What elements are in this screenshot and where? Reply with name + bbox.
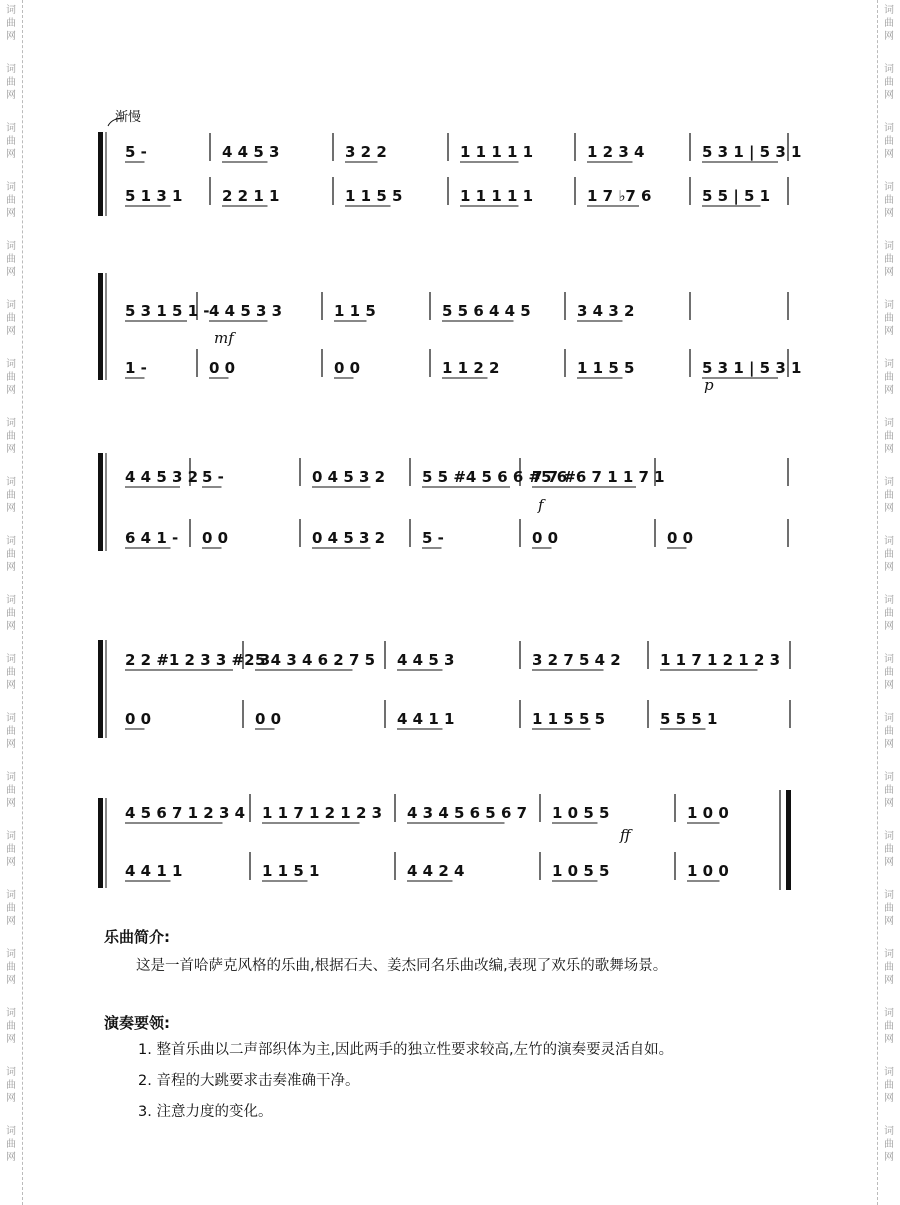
watermark-char: 网 xyxy=(884,916,894,927)
watermark-char: 网 xyxy=(6,444,16,455)
watermark-char: 曲 xyxy=(6,1139,16,1150)
note-group-upper: 3 4 3 2 xyxy=(577,302,635,320)
note-group-upper: 5 5 6 4 4 5 xyxy=(442,302,531,320)
watermark-char: 词 xyxy=(884,536,894,547)
tips-heading: 演奏要领: xyxy=(104,1014,170,1032)
watermark-char: 曲 xyxy=(6,608,16,619)
watermark-char: 网 xyxy=(884,208,894,219)
watermark-char: 曲 xyxy=(884,844,894,855)
watermark-char: 词 xyxy=(884,772,894,783)
watermark-char: 曲 xyxy=(884,962,894,973)
watermark-char: 网 xyxy=(6,798,16,809)
watermark-char: 曲 xyxy=(6,785,16,796)
note-group-upper: 5 - xyxy=(202,468,224,486)
watermark-char: 词 xyxy=(884,477,894,488)
watermark-group xyxy=(884,1007,894,1046)
watermark-char: 词 xyxy=(6,1067,16,1078)
watermark-char: 词 xyxy=(884,241,894,252)
note-group-lower: 5 5 | 5 1 xyxy=(702,187,771,205)
watermark-char: 网 xyxy=(884,562,894,573)
watermark-char: 词 xyxy=(884,890,894,901)
note-group-lower: 0 0 xyxy=(532,529,559,547)
note-group-upper: 1 0 5 5 xyxy=(552,804,610,822)
watermark-group xyxy=(6,1066,16,1105)
note-group-upper: 1 1 7 1 2 1 2 3 xyxy=(660,651,781,669)
note-group-lower: 1 1 5 5 5 xyxy=(532,710,606,728)
watermark-char: 词 xyxy=(884,949,894,960)
watermark-char: 词 xyxy=(6,1126,16,1137)
note-group-upper: 5 - xyxy=(125,143,147,161)
watermark-char: 曲 xyxy=(884,254,894,265)
watermark-char: 网 xyxy=(884,1093,894,1104)
watermark-char: 网 xyxy=(884,326,894,337)
watermark-char: 词 xyxy=(6,182,16,193)
watermark-char: 网 xyxy=(884,149,894,160)
watermark-char: 曲 xyxy=(6,1021,16,1032)
note-group-lower: 5 5 5 1 xyxy=(660,710,718,728)
note-group-lower: 0 4 5 3 2 xyxy=(312,529,386,547)
watermark-group xyxy=(884,948,894,987)
watermark-char: 曲 xyxy=(6,844,16,855)
intro-heading: 乐曲简介: xyxy=(104,928,170,946)
dynamic-mf: mf xyxy=(214,329,234,347)
watermark-char: 网 xyxy=(6,680,16,691)
watermark-char: 词 xyxy=(6,949,16,960)
watermark-char: 曲 xyxy=(884,18,894,29)
note-group-upper: 0 4 5 3 2 xyxy=(312,468,386,486)
note-group-upper: 2 2 #1 2 3 3 #2 3 xyxy=(125,651,271,669)
watermark-group xyxy=(6,948,16,987)
note-group-upper: 5 4 3 4 6 2 7 5 xyxy=(255,651,376,669)
watermark-char: 网 xyxy=(884,90,894,101)
watermark-char: 词 xyxy=(6,713,16,724)
watermark-char: 网 xyxy=(884,680,894,691)
system-bracket xyxy=(98,453,103,551)
note-group-upper: 5 3 1 5 1 - xyxy=(125,302,210,320)
system-bracket xyxy=(98,640,103,738)
watermark-char: 曲 xyxy=(884,1021,894,1032)
watermark-char: 曲 xyxy=(6,18,16,29)
watermark-char: 曲 xyxy=(884,313,894,324)
system-bracket xyxy=(98,273,103,380)
watermark-char: 曲 xyxy=(884,490,894,501)
note-group-upper: 1 1 7 1 2 1 2 3 xyxy=(262,804,383,822)
watermark-char: 曲 xyxy=(884,195,894,206)
note-group-upper: 1 0 0 xyxy=(687,804,729,822)
watermark-char: 曲 xyxy=(884,372,894,383)
note-group-lower: 1 1 5 1 xyxy=(262,862,320,880)
watermark-char: 网 xyxy=(884,1034,894,1045)
watermark-char: 曲 xyxy=(884,549,894,560)
watermark-char: 曲 xyxy=(884,77,894,88)
watermark-char: 曲 xyxy=(884,1080,894,1091)
watermark-char: 词 xyxy=(884,418,894,429)
watermark-char: 曲 xyxy=(6,136,16,147)
watermark-char: 词 xyxy=(884,1008,894,1019)
watermark-char: 网 xyxy=(6,739,16,750)
watermark-char: 网 xyxy=(884,444,894,455)
watermark-group xyxy=(6,1007,16,1046)
watermark-char: 词 xyxy=(6,890,16,901)
note-group-lower: 4 4 1 1 xyxy=(397,710,455,728)
watermark-char: 网 xyxy=(6,326,16,337)
watermark-char: 网 xyxy=(884,857,894,868)
watermark-char: 网 xyxy=(6,1152,16,1163)
final-barline-thick xyxy=(786,790,791,890)
watermark-char: 网 xyxy=(6,621,16,632)
watermark-char: 词 xyxy=(6,5,16,16)
watermark-char: 曲 xyxy=(884,136,894,147)
watermark-char: 词 xyxy=(884,5,894,16)
watermark-char: 词 xyxy=(6,477,16,488)
note-group-upper: 4 5 6 7 1 2 3 4 xyxy=(125,804,246,822)
watermark-char: 曲 xyxy=(6,726,16,737)
note-group-lower: 1 1 1 1 1 xyxy=(460,187,534,205)
note-group-upper: 4 4 5 3 xyxy=(397,651,455,669)
note-group-lower: 0 0 xyxy=(125,710,152,728)
watermark-char: 词 xyxy=(6,831,16,842)
watermark-char: 词 xyxy=(6,123,16,134)
note-group-upper: 7 7 #6 7 1 1 7 1 xyxy=(532,468,665,486)
watermark-char: 网 xyxy=(6,90,16,101)
watermark-char: 词 xyxy=(6,64,16,75)
watermark-char: 曲 xyxy=(6,431,16,442)
note-group-lower: 0 0 xyxy=(667,529,694,547)
note-group-upper: 3 2 2 xyxy=(345,143,387,161)
watermark-char: 网 xyxy=(884,267,894,278)
watermark-char: 词 xyxy=(884,182,894,193)
note-group-upper: 4 3 4 5 6 5 6 7 xyxy=(407,804,528,822)
watermark-char: 网 xyxy=(884,1152,894,1163)
watermark-char: 网 xyxy=(884,975,894,986)
watermark-char: 词 xyxy=(6,359,16,370)
watermark-char: 网 xyxy=(884,739,894,750)
note-group-upper: 4 4 5 3 2 xyxy=(125,468,199,486)
tip-item-2: 2. 音程的大跳要求击奏准确干净。 xyxy=(138,1073,360,1089)
watermark-char: 词 xyxy=(6,536,16,547)
watermark-char: 网 xyxy=(6,31,16,42)
watermark-char: 曲 xyxy=(884,785,894,796)
watermark-char: 曲 xyxy=(6,1080,16,1091)
note-group-upper: 1 1 1 1 1 xyxy=(460,143,534,161)
watermark-group xyxy=(6,1125,16,1164)
note-group-upper: 1 1 5 xyxy=(334,302,376,320)
watermark-char: 网 xyxy=(884,798,894,809)
watermark-char: 曲 xyxy=(884,903,894,914)
note-group-lower: 5 - xyxy=(422,529,444,547)
tempo-marking: 渐慢 xyxy=(115,110,142,125)
note-group-lower: 1 1 5 5 xyxy=(345,187,403,205)
note-group-upper: 1 2 3 4 xyxy=(587,143,645,161)
watermark-char: 词 xyxy=(884,654,894,665)
watermark-char: 曲 xyxy=(6,903,16,914)
dynamic-ff: ff xyxy=(620,826,631,844)
watermark-char: 曲 xyxy=(884,667,894,678)
watermark-char: 曲 xyxy=(6,195,16,206)
note-group-lower: 4 4 2 4 xyxy=(407,862,465,880)
watermark-char: 曲 xyxy=(6,254,16,265)
watermark-char: 网 xyxy=(6,916,16,927)
watermark-char: 词 xyxy=(884,359,894,370)
watermark-char: 网 xyxy=(884,503,894,514)
note-group-lower: 0 0 xyxy=(334,359,361,377)
dynamic-p: p xyxy=(704,376,714,394)
watermark-char: 网 xyxy=(6,1093,16,1104)
watermark-group xyxy=(884,1066,894,1105)
watermark-char: 词 xyxy=(884,123,894,134)
watermark-char: 网 xyxy=(6,562,16,573)
watermark-char: 曲 xyxy=(6,372,16,383)
note-group-upper: 5 3 1 | 5 3 1 xyxy=(702,143,802,161)
watermark-char: 词 xyxy=(884,713,894,724)
watermark-char: 网 xyxy=(6,385,16,396)
watermark-char: 曲 xyxy=(6,77,16,88)
note-group-upper: 4 4 5 3 xyxy=(222,143,280,161)
watermark-char: 词 xyxy=(6,241,16,252)
system-bracket xyxy=(98,132,103,216)
watermark-char: 网 xyxy=(6,1034,16,1045)
watermark-char: 曲 xyxy=(6,962,16,973)
watermark-char: 曲 xyxy=(6,490,16,501)
note-group-lower: 1 0 0 xyxy=(687,862,729,880)
watermark-char: 网 xyxy=(6,267,16,278)
note-group-lower: 6 4 1 - xyxy=(125,529,179,547)
tip-item-3: 3. 注意力度的变化。 xyxy=(138,1104,273,1120)
watermark-char: 曲 xyxy=(884,726,894,737)
tip-item-1: 1. 整首乐曲以二声部织体为主,因此两手的独立性要求较高,左竹的演奏要灵活自如。 xyxy=(138,1042,674,1058)
note-group-upper: 5 5 #4 5 6 6 #5 6 xyxy=(422,468,568,486)
note-group-lower: 2 2 1 1 xyxy=(222,187,280,205)
watermark-char: 词 xyxy=(884,1126,894,1137)
watermark-char: 网 xyxy=(884,31,894,42)
watermark-char: 网 xyxy=(884,621,894,632)
watermark-char: 词 xyxy=(6,300,16,311)
note-group-lower: 5 1 3 1 xyxy=(125,187,183,205)
watermark-char: 词 xyxy=(884,831,894,842)
note-group-lower: 0 0 xyxy=(209,359,236,377)
watermark-char: 词 xyxy=(884,300,894,311)
note-group-lower: 1 0 5 5 xyxy=(552,862,610,880)
note-group-lower: 0 0 xyxy=(202,529,229,547)
note-group-upper: 4 4 5 3 3 xyxy=(209,302,283,320)
tempo-arc xyxy=(108,118,124,126)
watermark-char: 曲 xyxy=(6,667,16,678)
watermark-char: 网 xyxy=(6,975,16,986)
watermark-char: 词 xyxy=(6,654,16,665)
dynamic-f: f xyxy=(538,496,544,514)
watermark-char: 曲 xyxy=(884,431,894,442)
note-group-lower: 4 4 1 1 xyxy=(125,862,183,880)
watermark-char: 网 xyxy=(6,503,16,514)
note-group-lower: 1 - xyxy=(125,359,147,377)
watermark-char: 网 xyxy=(6,149,16,160)
watermark-char: 曲 xyxy=(6,313,16,324)
watermark-char: 词 xyxy=(6,418,16,429)
watermark-char: 词 xyxy=(884,64,894,75)
note-group-upper: 3 2 7 5 4 2 xyxy=(532,651,621,669)
watermark-group xyxy=(884,1125,894,1164)
watermark-char: 网 xyxy=(6,208,16,219)
watermark-char: 曲 xyxy=(884,608,894,619)
watermark-char: 词 xyxy=(6,1008,16,1019)
note-group-lower: 5 3 1 | 5 3 1 xyxy=(702,359,802,377)
watermark-char: 网 xyxy=(884,385,894,396)
watermark-char: 词 xyxy=(6,772,16,783)
watermark-char: 词 xyxy=(884,595,894,606)
watermark-char: 曲 xyxy=(884,1139,894,1150)
watermark-char: 词 xyxy=(6,595,16,606)
note-group-lower: 1 7 ♭7 6 xyxy=(587,187,652,205)
intro-text: 这是一首哈萨克风格的乐曲,根据石夫、姜杰同名乐曲改编,表现了欢乐的歌舞场景。 xyxy=(136,958,668,974)
watermark-char: 曲 xyxy=(6,549,16,560)
note-group-lower: 1 1 2 2 xyxy=(442,359,500,377)
watermark-char: 词 xyxy=(884,1067,894,1078)
watermark-char: 网 xyxy=(6,857,16,868)
system-bracket xyxy=(98,798,103,888)
note-group-lower: 0 0 xyxy=(255,710,282,728)
note-group-lower: 1 1 5 5 xyxy=(577,359,635,377)
